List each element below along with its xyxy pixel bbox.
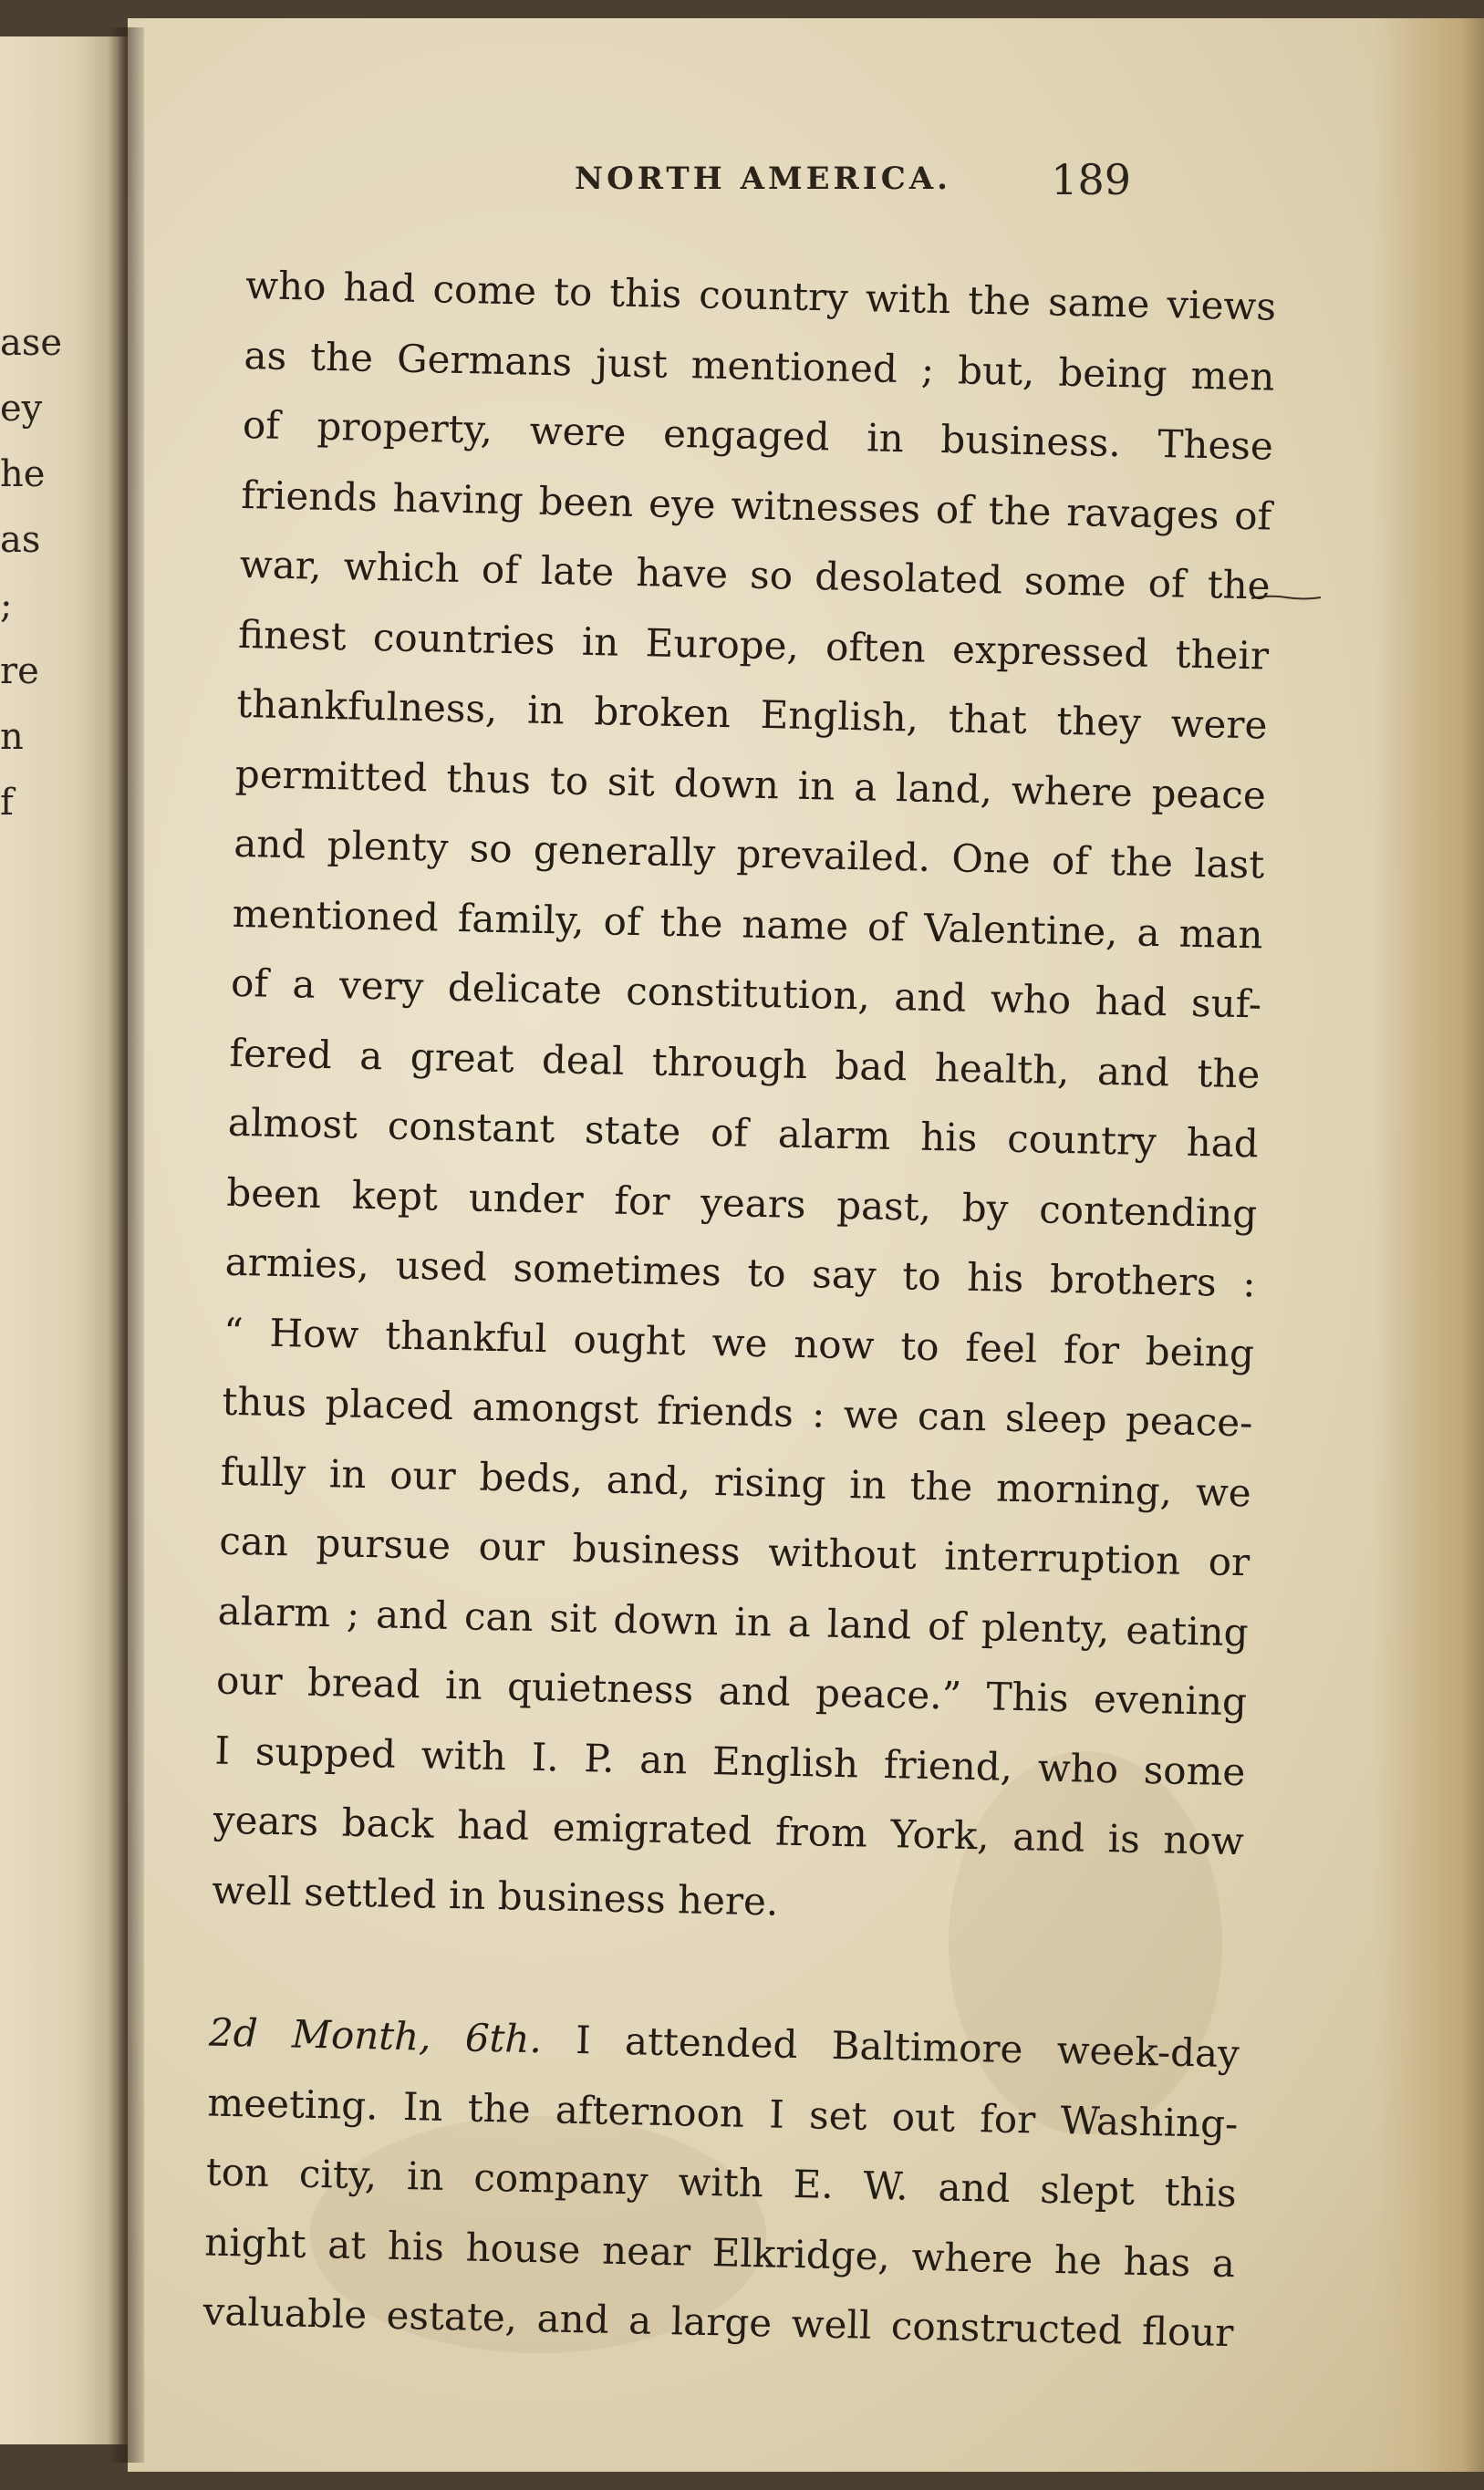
facing-fragment: n — [0, 716, 24, 758]
text-line: war, which of late have so desolated some of the — [239, 541, 1271, 608]
text-line: as the Germans just mentioned ; but, being men — [244, 332, 1275, 399]
text-line: thus placed amongst friends : we can sleep peace- — [222, 1378, 1253, 1446]
text-line: of property, were engaged in business. These — [242, 401, 1274, 469]
page-edge — [1375, 18, 1484, 2472]
text-line: years back had emigrated from York, and is now — [213, 1797, 1245, 1864]
text-line: of a very delicate constitution, and who had suf- — [230, 960, 1262, 1027]
text-line: ton city, in company with E. W. and slept this — [205, 2149, 1238, 2216]
facing-fragment: ; — [0, 585, 13, 627]
text-line: finest countries in Europe, often expressed their — [237, 611, 1270, 679]
running-head — [438, 155, 1131, 228]
entry-date: 2d Month, 6th. — [208, 2009, 543, 2062]
text-line: I supped with I. P. an English friend, who some — [214, 1727, 1246, 1794]
running-title: NORTH AMERICA. — [575, 161, 951, 197]
text-line: and plenty so generally prevailed. One of the last — [233, 820, 1265, 887]
text-line: night at his house near Elkridge, where he has a — [203, 2219, 1236, 2286]
facing-fragment: ey — [0, 388, 43, 430]
text-line: friends having been eye witnesses of the ravages of — [240, 472, 1272, 539]
text-line: meeting. In the afternoon I set out for Washing- — [206, 2080, 1239, 2146]
text-line: almost constant state of alarm his country had — [227, 1099, 1260, 1167]
text-line: our bread in quietness and peace.” This evening — [215, 1657, 1248, 1725]
text-line: fered a great deal through bad health, and the — [229, 1030, 1261, 1096]
book-gutter — [108, 27, 144, 2463]
text-line: “ How thankful ought we now to feel for being — [223, 1309, 1255, 1375]
text-line: fully in our beds, and, rising in the morning, we — [220, 1448, 1252, 1515]
text-line: permitted thus to sit down in a land, where peace — [234, 751, 1267, 818]
facing-fragment: he — [0, 453, 46, 495]
text-line: mentioned family, of the name of Valentine, a man — [232, 890, 1264, 958]
text-line: valuable estate, and a large well constructed flour — [202, 2288, 1234, 2356]
text-line: armies, used sometimes to say to his brothers : — [224, 1239, 1257, 1306]
text-line: well settled in business here. — [211, 1867, 779, 1925]
facing-page-text — [0, 310, 63, 835]
text-line: can pursue our business without interruption or — [218, 1518, 1251, 1585]
text-line: who had come to this country with the same views — [244, 262, 1277, 329]
entry-first-line-text: I attended Baltimore week-day — [575, 2018, 1240, 2077]
page-number: 189 — [1051, 155, 1131, 204]
facing-fragment: as — [0, 519, 41, 561]
main-page — [128, 18, 1484, 2472]
facing-fragment: re — [0, 650, 39, 692]
text-line: thankfulness, in broken English, that they were — [236, 680, 1268, 748]
facing-fragment: ase — [0, 322, 63, 364]
body-text — [202, 251, 1277, 2369]
text-line: alarm ; and can sit down in a land of plenty, eating — [217, 1588, 1250, 1655]
text-line: been kept under for years past, by contending — [225, 1169, 1258, 1236]
facing-fragment: f — [0, 782, 14, 824]
